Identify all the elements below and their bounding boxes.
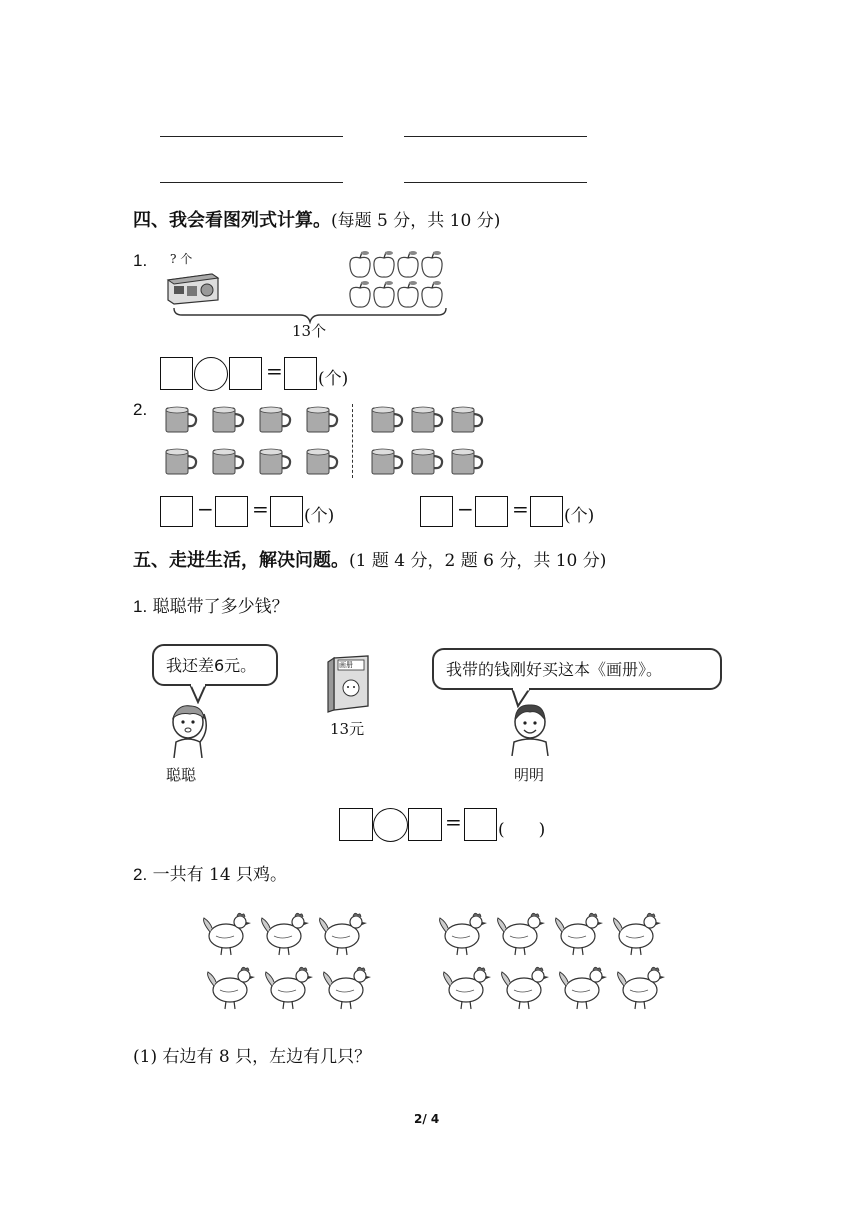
mugs-right-group <box>366 400 496 480</box>
question-text: 一共有 14 只鸡。 <box>152 865 288 885</box>
answer-line-3 <box>160 182 343 183</box>
apple-icon <box>398 281 418 307</box>
question-2 <box>133 860 287 885</box>
mug-icon <box>412 407 442 432</box>
minus-sign: − <box>197 497 214 521</box>
total-label: 13个 <box>292 322 327 340</box>
minus-sign: − <box>457 497 474 521</box>
answer-box[interactable] <box>475 496 508 527</box>
unit-label: (个) <box>304 506 335 526</box>
apple-icon <box>350 251 370 277</box>
apple-icon <box>422 281 442 307</box>
unit-blank: ( ) <box>498 820 546 840</box>
question-1 <box>133 592 289 617</box>
chickens-right-group <box>432 904 672 1012</box>
apple-icon <box>398 251 418 277</box>
answer-box[interactable] <box>229 357 262 390</box>
chicken-icon <box>556 913 603 955</box>
answer-line-1 <box>160 136 343 137</box>
mug-icon <box>412 449 442 474</box>
section-4-heading <box>133 206 500 232</box>
answer-box[interactable] <box>160 496 193 527</box>
question-number: 1. <box>133 597 148 616</box>
unit-label: (个) <box>564 506 595 526</box>
mug-icon <box>213 449 243 474</box>
answer-box[interactable] <box>464 808 497 841</box>
apple-icon <box>374 281 394 307</box>
boy-mingming-illustration <box>500 700 560 756</box>
mug-icon <box>166 407 196 432</box>
chicken-icon <box>266 967 313 1009</box>
section-4-title: 四、我会看图列式计算。 <box>133 210 331 231</box>
answer-box[interactable] <box>270 496 303 527</box>
unit-label: (个) <box>318 369 349 389</box>
chicken-icon <box>560 967 607 1009</box>
boy-congcong-illustration <box>160 700 220 758</box>
operator-circle[interactable] <box>373 808 408 842</box>
chicken-icon <box>324 967 371 1009</box>
section-4-points: (每题 5 分，共 10 分) <box>331 211 501 231</box>
chicken-icon <box>262 913 309 955</box>
chicken-icon <box>498 913 545 955</box>
answer-box[interactable] <box>284 357 317 390</box>
chicken-icon <box>618 967 665 1009</box>
mugs-left-group <box>160 400 340 480</box>
section-5-title: 五、走进生活，解决问题。 <box>133 550 349 571</box>
answer-box[interactable] <box>408 808 442 841</box>
name-congcong: 聪聪 <box>166 766 197 784</box>
mug-icon <box>260 449 290 474</box>
chicken-icon <box>614 913 661 955</box>
mug-icon <box>307 407 337 432</box>
question-text: 聪聪带了多少钱？ <box>152 597 289 617</box>
chicken-icon <box>440 913 487 955</box>
chicken-icon <box>320 913 367 955</box>
mug-icon <box>452 407 482 432</box>
equals-sign: = <box>512 497 529 521</box>
operator-circle[interactable] <box>194 357 228 391</box>
answer-line-4 <box>404 182 587 183</box>
divider-dashed <box>352 404 353 478</box>
apples-group <box>348 248 446 310</box>
equals-sign: = <box>266 359 283 383</box>
question-number: 2. <box>133 865 148 884</box>
mug-icon <box>452 449 482 474</box>
answer-box[interactable] <box>215 496 248 527</box>
apple-box-illustration <box>164 270 220 306</box>
mug-icon <box>307 449 337 474</box>
chicken-icon <box>204 913 251 955</box>
speech-bubble-left: 我还差6元。 <box>152 644 278 686</box>
mug-icon <box>166 449 196 474</box>
mug-icon <box>372 407 402 432</box>
apple-icon <box>422 251 442 277</box>
chicken-icon <box>208 967 255 1009</box>
chickens-left-group <box>196 904 376 1012</box>
page-number: 2/ 4 <box>414 1112 440 1126</box>
answer-box[interactable] <box>420 496 453 527</box>
section-5-points: (1 题 4 分，2 题 6 分，共 10 分) <box>349 551 607 571</box>
book-price: 13元 <box>330 720 365 738</box>
answer-line-2 <box>404 136 587 137</box>
mug-icon <box>372 449 402 474</box>
mug-icon <box>213 407 243 432</box>
book-title: 画册 <box>339 661 353 669</box>
sub-question-1: (1) 右边有 8 只，左边有几只？ <box>133 1047 372 1067</box>
answer-box[interactable] <box>530 496 563 527</box>
unknown-label: ? 个 <box>170 252 193 266</box>
equals-sign: = <box>445 810 462 834</box>
chicken-icon <box>502 967 549 1009</box>
equals-sign: = <box>252 497 269 521</box>
section-5-heading <box>133 546 606 572</box>
name-mingming: 明明 <box>514 766 545 784</box>
speech-bubble-right: 我带的钱刚好买这本《画册》。 <box>432 648 722 690</box>
answer-box[interactable] <box>160 357 193 390</box>
answer-box[interactable] <box>339 808 373 841</box>
apple-icon <box>374 251 394 277</box>
question-number: 1. <box>133 251 148 270</box>
apple-icon <box>350 281 370 307</box>
question-number: 2. <box>133 400 148 419</box>
mug-icon <box>260 407 290 432</box>
chicken-icon <box>444 967 491 1009</box>
